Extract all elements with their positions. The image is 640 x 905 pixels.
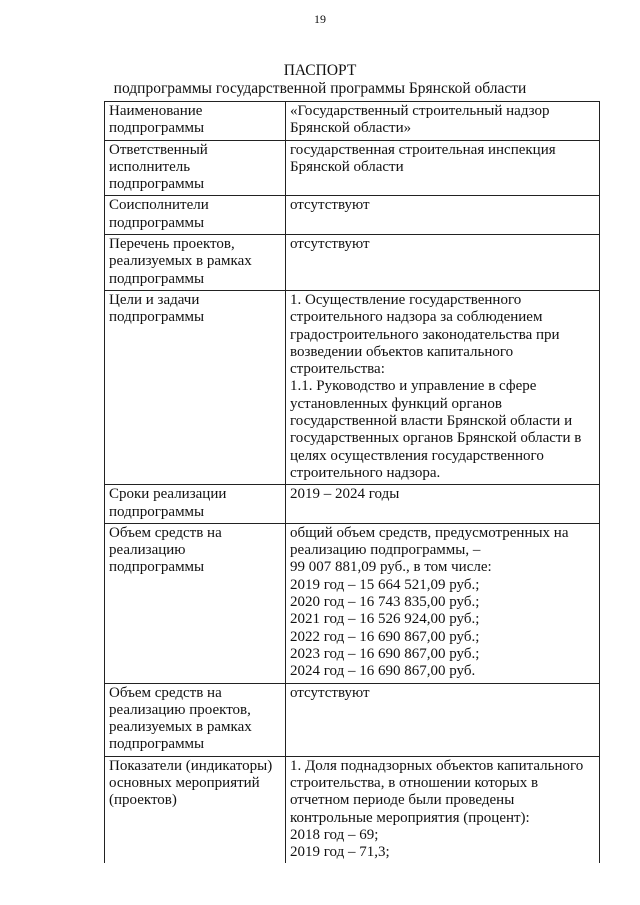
row-value-line: отсутствуют bbox=[290, 684, 370, 701]
row-value-line: общий объем средств, предусмотренных на bbox=[290, 524, 569, 541]
row-value-line: возведении объектов капитального bbox=[290, 343, 514, 360]
row-label-line: Объем средств на bbox=[109, 684, 222, 701]
row-label-cell bbox=[105, 235, 286, 291]
row-label-line: Наименование bbox=[109, 103, 203, 119]
passport-table-body bbox=[105, 102, 600, 864]
row-label-line: подпрограммы bbox=[109, 503, 205, 520]
row-label-line: реализацию проектов, bbox=[109, 701, 251, 718]
row-label-line: Цели и задачи bbox=[109, 291, 200, 308]
row-value-line: отчетном периоде были проведены bbox=[290, 792, 515, 809]
row-value-line: 2018 год – 69; bbox=[290, 826, 379, 843]
row-label-line: Соисполнители bbox=[109, 197, 209, 214]
row-value-cell bbox=[286, 683, 600, 756]
row-value-line: отсутствуют bbox=[290, 197, 370, 214]
passport-row bbox=[105, 235, 600, 291]
row-label-line: Перечень проектов, bbox=[109, 236, 235, 253]
row-value-line: 2024 год – 16 690 867,00 руб. bbox=[290, 663, 476, 680]
row-label-line: Сроки реализации bbox=[109, 486, 227, 503]
passport-row bbox=[105, 290, 600, 484]
row-value-line: 2020 год – 16 743 835,00 руб.; bbox=[290, 594, 480, 611]
row-label-cell bbox=[105, 756, 286, 863]
row-label-line: реализуемых в рамках bbox=[109, 719, 252, 736]
row-label-line: подпрограммы bbox=[109, 270, 205, 287]
row-label-line: подпрограммы bbox=[109, 309, 205, 326]
row-value-cell bbox=[286, 140, 600, 196]
row-value-line: 2019 год – 15 664 521,09 руб.; bbox=[290, 576, 480, 593]
row-label-cell bbox=[105, 196, 286, 235]
row-value-cell bbox=[286, 523, 600, 683]
passport-row bbox=[105, 102, 600, 141]
row-label-line: (проектов) bbox=[109, 792, 177, 809]
row-value-line: целях осуществления государственного bbox=[290, 447, 544, 464]
row-value-line: отсутствуют bbox=[290, 236, 370, 253]
row-value-line: «Государственный строительный надзор bbox=[290, 103, 550, 119]
row-value-cell bbox=[286, 102, 600, 141]
row-value-line: установленных функций органов bbox=[290, 395, 502, 412]
row-value-line: контрольные мероприятия (процент): bbox=[290, 809, 530, 826]
row-label-line: подпрограммы bbox=[109, 176, 205, 193]
row-value-line: строительства, в отношении которых в bbox=[290, 774, 539, 791]
document-title: ПАСПОРТ bbox=[283, 62, 357, 79]
row-label-line: подпрограммы bbox=[109, 120, 205, 137]
row-value-line: 2021 год – 16 526 924,00 руб.; bbox=[290, 611, 480, 628]
row-value-line: 2022 год – 16 690 867,00 руб.; bbox=[290, 628, 480, 645]
row-value-line: 99 007 881,09 руб., в том числе: bbox=[290, 559, 492, 576]
row-value-line: 1. Осуществление государственного bbox=[290, 291, 522, 308]
row-label-cell bbox=[105, 523, 286, 683]
passport-table bbox=[104, 101, 600, 863]
row-label-cell bbox=[105, 140, 286, 196]
row-value-line: государственная строительная инспекция bbox=[290, 141, 556, 158]
passport-row bbox=[105, 196, 600, 235]
page-number: 19 bbox=[314, 12, 326, 26]
row-value-line: государственных органов Брянской области в bbox=[290, 430, 582, 447]
row-label-cell bbox=[105, 683, 286, 756]
row-value-cell bbox=[286, 756, 600, 863]
document-subtitle: подпрограммы государственной программы Брянской области bbox=[113, 80, 527, 97]
row-label-cell bbox=[105, 102, 286, 141]
row-value-cell bbox=[286, 235, 600, 291]
row-value-line: Брянской области bbox=[290, 158, 404, 175]
row-label-cell bbox=[105, 290, 286, 484]
row-value-line: строительного надзора. bbox=[290, 464, 441, 481]
row-value-line: Брянской области» bbox=[290, 120, 412, 137]
row-value-line: 2019 – 2024 годы bbox=[290, 486, 400, 503]
row-value-line: строительного надзора за соблюдением bbox=[290, 309, 543, 326]
row-value-line: строительства: bbox=[290, 361, 385, 378]
row-value-line: реализацию подпрограммы, – bbox=[290, 542, 481, 559]
passport-row bbox=[105, 523, 600, 683]
row-label-line: реализуемых в рамках bbox=[109, 253, 252, 270]
passport-row bbox=[105, 683, 600, 756]
row-value-cell bbox=[286, 290, 600, 484]
row-value-line: 1.1. Руководство и управление в сфере bbox=[290, 378, 537, 395]
row-value-line: государственной власти Брянской области и bbox=[290, 413, 573, 430]
row-value-line: 2023 год – 16 690 867,00 руб.; bbox=[290, 645, 480, 662]
row-label-line: исполнитель bbox=[109, 158, 191, 175]
row-label-line: Показатели (индикаторы) bbox=[109, 757, 273, 774]
passport-row bbox=[105, 756, 600, 863]
row-label-line: реализацию подпрограммы bbox=[109, 542, 205, 576]
row-value-line: 2019 год – 71,3; bbox=[290, 844, 390, 861]
row-value-cell bbox=[286, 485, 600, 524]
row-label-line: подпрограммы bbox=[109, 736, 205, 753]
row-label-cell bbox=[105, 485, 286, 524]
passport-row bbox=[105, 485, 600, 524]
row-value-line: 1. Доля поднадзорных объектов капитального bbox=[290, 757, 584, 774]
row-label-line: основных мероприятий bbox=[109, 774, 260, 791]
row-label-line: Ответственный bbox=[109, 141, 208, 158]
passport-row bbox=[105, 140, 600, 196]
row-value-cell bbox=[286, 196, 600, 235]
row-label-line: Объем средств на bbox=[109, 524, 222, 541]
row-label-line: подпрограммы bbox=[109, 214, 205, 231]
row-value-line: градостроительного законодательства при bbox=[290, 326, 560, 343]
